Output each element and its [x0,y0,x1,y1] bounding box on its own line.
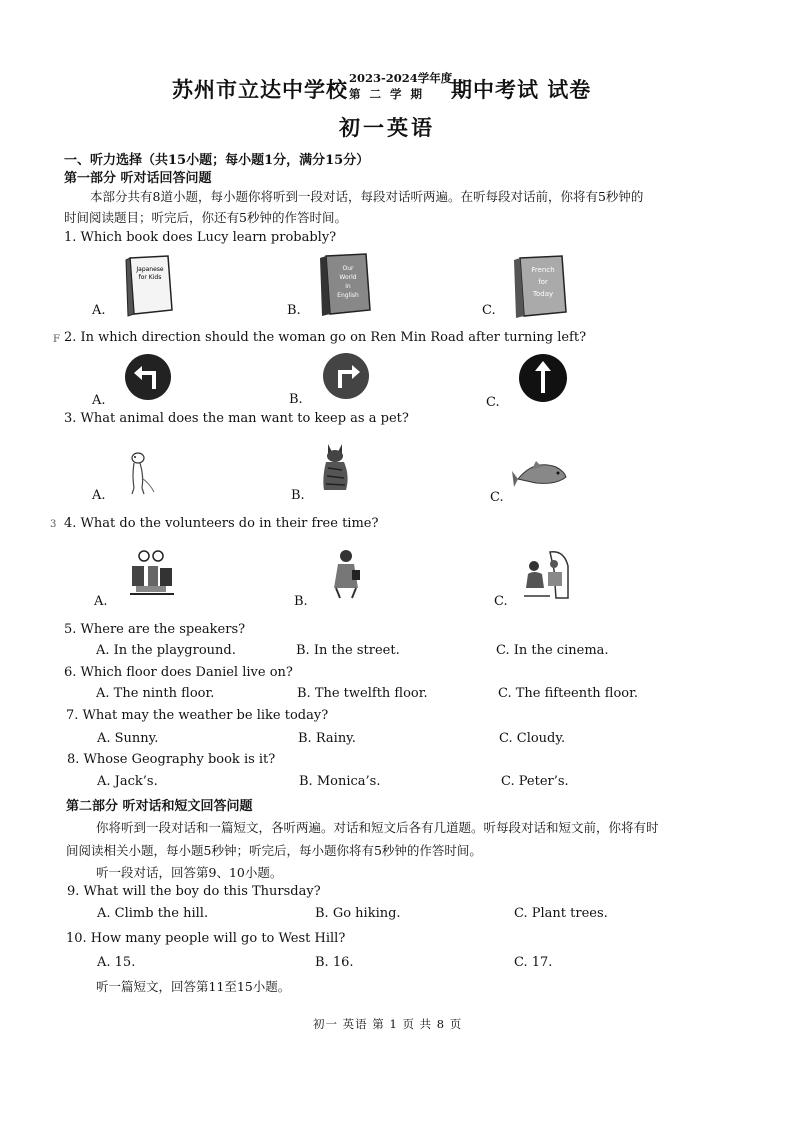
question-1: 1. Which book does Lucy learn probably? [64,230,337,245]
instruction-line: 间阅读相关小题，每小题5秒钟；听完后，每小题你将有5秒钟的作答时间。 [66,843,482,858]
volunteers-work-icon [126,548,178,600]
instruction-line: 你将听到一段对话和一篇短文，各听两遍。对话和短文后各有几道题。听每段对话和短文前，你将有时 [96,820,659,835]
option-b: B. 16. [315,955,354,970]
question-9: 9. What will the boy do this Thursday? [67,884,321,899]
part-one-title: 第一部分 听对话回答问题 [64,171,212,186]
cat-icon [316,440,356,494]
question-5: 5. Where are the speakers? [64,622,246,637]
option-c: C. In the cinema. [496,643,609,658]
option-a: A. [92,303,106,318]
option-b: B. Rainy. [298,731,356,746]
passage-note: 听一篇短文，回答第11至15小题。 [96,979,291,994]
go-straight-sign-icon [518,353,568,403]
option-a: A. [92,393,106,408]
instruction-line: 时间阅读题目；听完后，你还有5秒钟的作答时间。 [64,210,347,225]
option-b: B. The twelfth floor. [297,686,428,701]
volunteer-girl-icon [326,548,366,600]
option-c: C. [494,594,508,609]
page-footer: 初一 英语 第 1 页 共 8 页 [313,1017,463,1031]
margin-mark: F [53,334,60,345]
dog-icon [122,448,162,496]
subject-title: 初一英语 [339,115,435,140]
volunteer-visit-elderly-icon [520,546,572,600]
dialogue-note: 听一段对话，回答第9、10小题。 [96,865,283,880]
part-two-title: 第二部分 听对话和短文回答问题 [66,799,253,814]
question-10: 10. How many people will go to West Hill? [66,931,346,946]
question-2: 2. In which direction should the woman go on Ren Min Road after turning left? [64,330,587,345]
academic-year: 2023-2024学年度 [349,71,453,85]
svg-text:for Kids: for Kids [138,274,162,281]
book-icon [318,252,374,318]
option-b: B. [294,594,308,609]
question-3: 3. What animal does the man want to keep as a pet? [64,411,409,426]
option-c: C. 17. [514,955,553,970]
question-6: 6. Which floor does Daniel live on? [64,665,293,680]
semester: 第二学期 [349,87,431,101]
option-b: B. Monica’s. [299,774,381,789]
svg-text:Today: Today [532,290,554,298]
svg-text:World: World [339,274,357,281]
svg-text:English: English [337,292,359,299]
book-icon [124,254,176,318]
exam-title: 期中考试 试卷 [451,77,592,102]
question-8: 8. Whose Geography book is it? [67,752,276,767]
svg-text:for: for [538,278,548,286]
option-a: A. Climb the hill. [97,906,209,921]
question-7: 7. What may the weather be like today? [66,708,329,723]
school-name: 苏州市立达中学校 [172,77,348,102]
option-c: C. Cloudy. [499,731,566,746]
option-a: A. The ninth floor. [96,686,215,701]
option-a: A. [94,594,108,609]
option-b: B. Go hiking. [315,906,401,921]
fish-icon [512,451,570,491]
option-b: B. [291,488,305,503]
instruction-line: 本部分共有8道小题，每小题你将听到一段对话，每段对话听两遍。在听每段对话前，你将有5秒钟的 [90,189,644,204]
option-c: C. [482,303,496,318]
option-a: A. [92,488,106,503]
option-b: B. [287,303,301,318]
option-a: A. In the playground. [96,643,236,658]
option-b: B. [289,392,303,407]
turn-right-sign-icon [322,352,370,400]
option-c: C. [486,395,500,410]
option-a: A. Sunny. [97,731,159,746]
option-c: C. Plant trees. [514,906,608,921]
svg-text:in: in [345,283,351,290]
turn-left-sign-icon [124,353,172,401]
option-a: A. 15. [97,955,136,970]
book-title: Japanese [136,266,164,273]
margin-mark: 3 [50,519,57,530]
question-4: 4. What do the volunteers do in their free time? [64,516,379,531]
option-c: C. Peter’s. [501,774,569,789]
book-icon [512,254,570,320]
option-c: C. The fifteenth floor. [498,686,639,701]
svg-text:French: French [531,266,555,274]
section-heading: 一、听力选择（共15小题；每小题1分，满分15分） [64,153,370,168]
option-b: B. In the street. [296,643,400,658]
option-a: A. Jack’s. [97,774,158,789]
option-c: C. [490,490,504,505]
svg-text:Our: Our [342,265,354,272]
